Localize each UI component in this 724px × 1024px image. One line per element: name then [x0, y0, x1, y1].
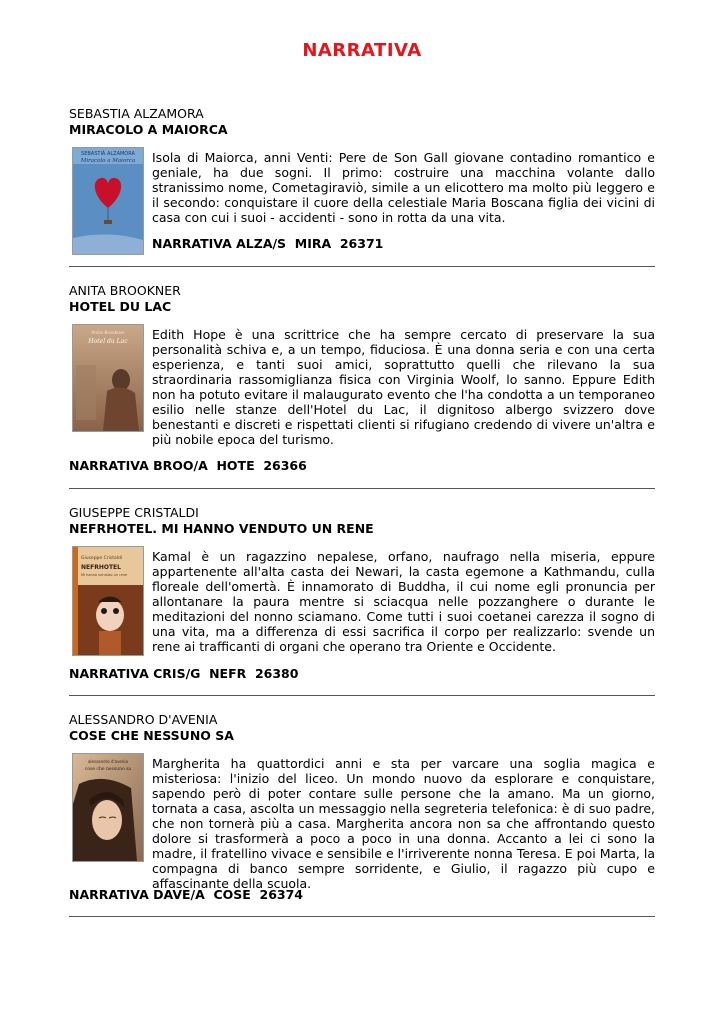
book-entry [69, 505, 655, 681]
page-title: NARRATIVA [302, 40, 422, 61]
divider [69, 695, 655, 696]
cover-author: Anita Brookner [91, 331, 125, 336]
book-author: SEBASTIA ALZAMORA [69, 106, 204, 121]
book-cover-image [73, 547, 143, 655]
book-title: NEFRHOTEL. MI HANNO VENDUTO UN RENE [69, 521, 374, 536]
book-title: HOTEL DU LAC [69, 299, 172, 314]
cover-title: cose che nessuno sa [84, 767, 132, 772]
book-cover-image [73, 148, 143, 254]
book-shelfmark: NARRATIVA DAVE/A COSE 26374 [69, 887, 304, 902]
cover-author: Giuseppe Cristaldi [81, 556, 123, 561]
book-cover-image [73, 754, 143, 861]
book-title: COSE CHE NESSUNO SA [69, 728, 234, 743]
book-author: GIUSEPPE CRISTALDI [69, 505, 199, 520]
book-shelfmark: NARRATIVA BROO/A HOTE 26366 [69, 458, 307, 473]
book-author: ANITA BROOKNER [69, 283, 181, 298]
divider [69, 916, 655, 917]
book-title: MIRACOLO A MAIORCA [69, 122, 228, 137]
book-entry [69, 712, 655, 902]
book-description: Kamal è un ragazzino nepalese, orfano, naufrago nella miseria, eppure appartenente all'alta casta dei Newari, la casta egemone a Kathmandu, culla floreale dell'omertà. È innamorato di Buddha, il cui nome egli pronuncia per allontanare la paura mentre si sciacqua nelle pozzanghere o durante le meditazioni del nonno sciamano. Come tutti i suoi coetanei carezza il sogno di una vita, ma a differenza di essi sacrifica il corpo per realizzarlo: svende un rene ai trafficanti di organi che operano tra Oriente e Occidente. [152, 549, 655, 654]
cover-subtitle: Mi hanno venduto un rene [81, 573, 128, 577]
book-description: Isola di Maiorca, anni Venti: Pere de Son Gall giovane contadino romantico e geniale, ha due sogni. Il primo: costruire una macchina volante dallo stranissimo nome, Cometagiraviò, simile a un elicottero ma molto più leggero e il secondo: conquistare il cuore della celestiale Maria Boscana figlia dei vicini di casa con cui i suoi - accidenti - sono in rotta da una vita. [152, 150, 655, 225]
cover-author: alessandro d'avenia [87, 759, 129, 764]
cover-author: SEBASTIÀ ALZAMORA [81, 151, 135, 157]
book-author: ALESSANDRO D'AVENIA [69, 712, 218, 727]
book-description: Edith Hope è una scrittrice che ha sempre cercato di preservare la sua personalità schiva e, a un tempo, fiduciosa. È una donna seria e con una certa esperienza, e tanti suoi amici, soprattutto quelli che rilevano la sua straordinaria rassomiglianza fisica con Virginia Woolf, lo sanno. Eppure Edith non ha potuto evitare il malaugurato evento che l'ha condotta a un temporaneo esilio nelle stanze dell'Hotel du Lac, il dignitoso albergo svizzero dove benestanti e discreti e rispettati clienti si rifugiano credendo di vivere un'altra e più nobile epoca del turismo. [152, 327, 655, 447]
divider [69, 266, 655, 267]
book-description: Margherita ha quattordici anni e sta per varcare una soglia magica e misteriosa: l'inizio del liceo. Un mondo nuovo da esplorare e conquistare, sapendo però di poter contare sulle persone che la amano. Ma un giorno, tornata a casa, ascolta un messaggio nella segreteria telefonica: è di suo padre, che non tornerà più a casa. Margherita ancora non sa che affrontando questo dolore si trasformerà a poco a poco in una donna. Accanto a lei ci sono la madre, il fratellino vivace e sensibile e l'irriverente nonna Teresa. E poi Marta, la compagna di banco sempre sorridente, e Giulio, il ragazzo più cupo e affascinante della scuola. [152, 756, 655, 891]
book-cover-image [73, 325, 143, 431]
cover-title: Miracolo a Maiorca [80, 158, 136, 164]
book-shelfmark: NARRATIVA CRIS/G NEFR 26380 [69, 666, 299, 681]
book-entry [69, 283, 655, 473]
cover-title: NEFRHOTEL [81, 564, 121, 571]
cover-title: Hotel du Lac [88, 338, 128, 345]
book-entry [69, 106, 655, 251]
book-shelfmark: NARRATIVA ALZA/S MIRA 26371 [152, 236, 384, 251]
divider [69, 488, 655, 489]
